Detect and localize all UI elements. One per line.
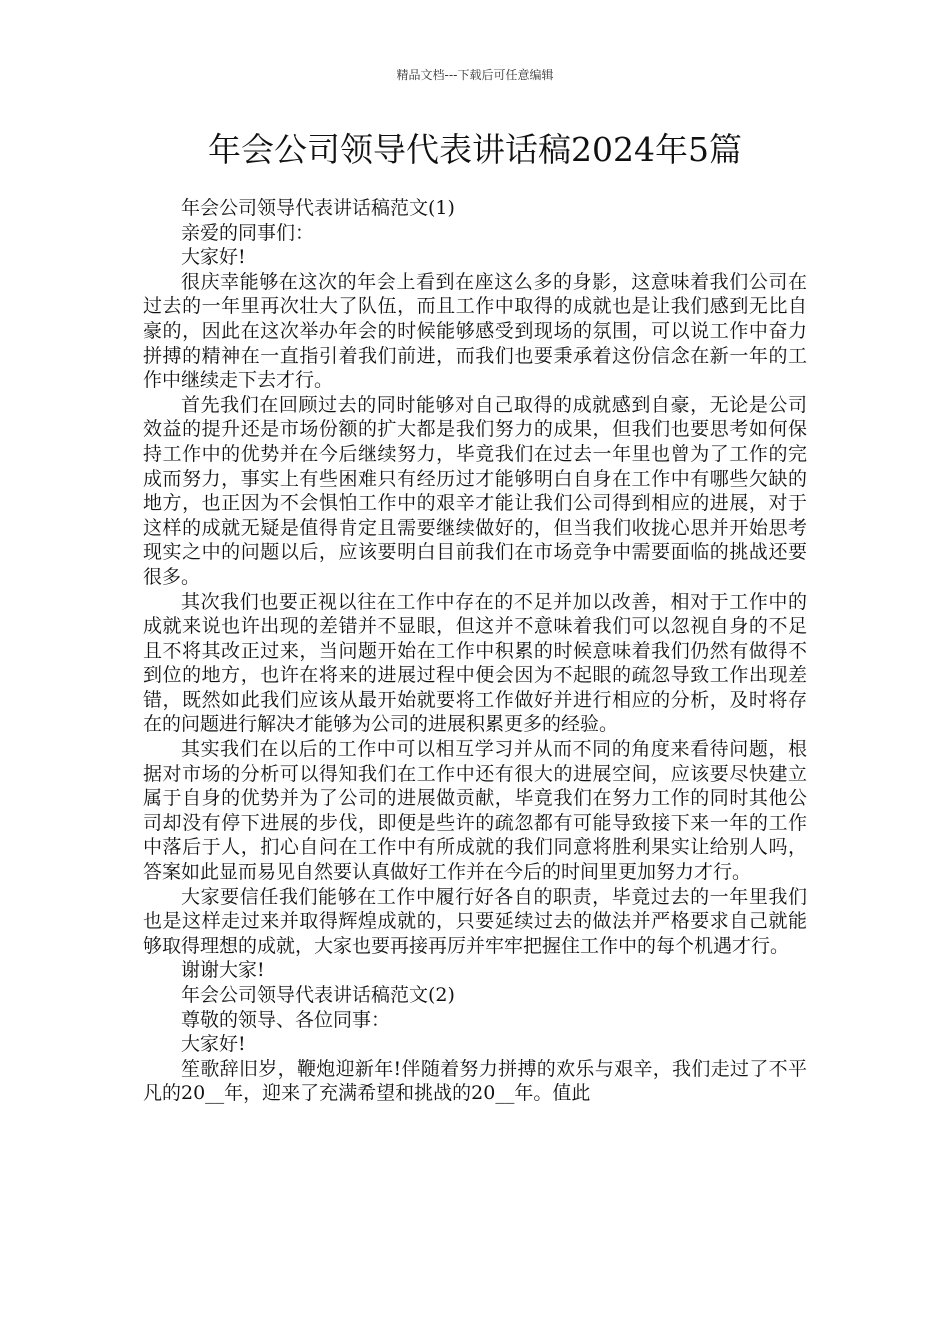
paragraph: 谢谢大家! <box>181 959 265 982</box>
document-body <box>143 196 807 1106</box>
paragraph: 亲爱的同事们： <box>181 221 315 244</box>
paragraph: 笙歌辞旧岁，鞭炮迎新年!伴随着努力拼搏的欢乐与艰辛，我们走过了不平凡的20__年，迎来了充满希望和挑战的20__年。值此 <box>143 1057 807 1105</box>
paragraph: 尊敬的领导、各位同事： <box>181 1008 391 1031</box>
paragraph: 其次我们也要正视以往在工作中存在的不足并加以改善，相对于工作中的成就来说也许出现的差错并不显眼，但这并不意味着我们可以忽视自身的不足且不将其改正过来，当问题开始在工作中积累的时候意味着我们仍然有做得不到位的地方，也许在将来的进展过程中便会因为不起眼的疏忽导致工作出现差错，既然如此我们应该从最开始就要将工作做好并进行相应的分析，及时将存在的问题进行解决才能够为公司的进展积累更多的经验。 <box>143 590 807 736</box>
paragraph: 首先我们在回顾过去的同时能够对自己取得的成就感到自豪，无论是公司效益的提升还是市场份额的扩大都是我们努力的成果，但我们也要思考如何保持工作中的优势并在今后继续努力，毕竟我们在过去一年里也曾为了工作的完成而努力，事实上有些困难只有经历过才能够明白自身在工作中有哪些欠缺的地方，也正因为不会惧怕工作中的艰辛才能让我们公司得到相应的进展，对于这样的成就无疑是值得肯定且需要继续做好的，但当我们收拢心思并开始思考现实之中的问题以后，应该要明白目前我们在市场竞争中需要面临的挑战还要很多。 <box>143 393 807 588</box>
paragraph: 大家好! <box>181 1033 246 1056</box>
paragraph: 大家好! <box>181 246 246 269</box>
document-title: 年会公司领导代表讲话稿2024年5篇 <box>208 130 742 169</box>
page-header: 精品文档---下载后可任意编辑 <box>396 68 554 82</box>
paragraph: 其实我们在以后的工作中可以相互学习并从而不同的角度来看待问题，根据对市场的分析可以得知我们在工作中还有很大的进展空间，应该要尽快建立属于自身的优势并为了公司的进展做贡献，毕竟我们在努力工作的同时其他公司却没有停下进展的步伐，即便是些许的疏忽都有可能导致接下来一年的工作中落后于人，扪心自问在工作中有所成就的我们同意将胜利果实让给别人吗，答案如此显而易见自然要认真做好工作并在今后的时间里更加努力才行。 <box>143 738 807 884</box>
paragraph: 很庆幸能够在这次的年会上看到在座这么多的身影，这意味着我们公司在过去的一年里再次壮大了队伍，而且工作中取得的成就也是让我们感到无比自豪的，因此在这次举办年会的时候能够感受到现场的氛围，可以说工作中奋力拼搏的精神在一直指引着我们前进，而我们也要秉承着这份信念在新一年的工作中继续走下去才行。 <box>143 270 807 392</box>
paragraph: 大家要信任我们能够在工作中履行好各自的职责，毕竟过去的一年里我们也是这样走过来并取得辉煌成就的，只要延续过去的做法并严格要求自己就能够取得理想的成就，大家也要再接再厉并牢牢把握住工作中的每个机遇才行。 <box>143 885 807 957</box>
paragraph: 年会公司领导代表讲话稿范文(2) <box>181 984 455 1006</box>
paragraph: 年会公司领导代表讲话稿范文(1) <box>181 197 455 219</box>
